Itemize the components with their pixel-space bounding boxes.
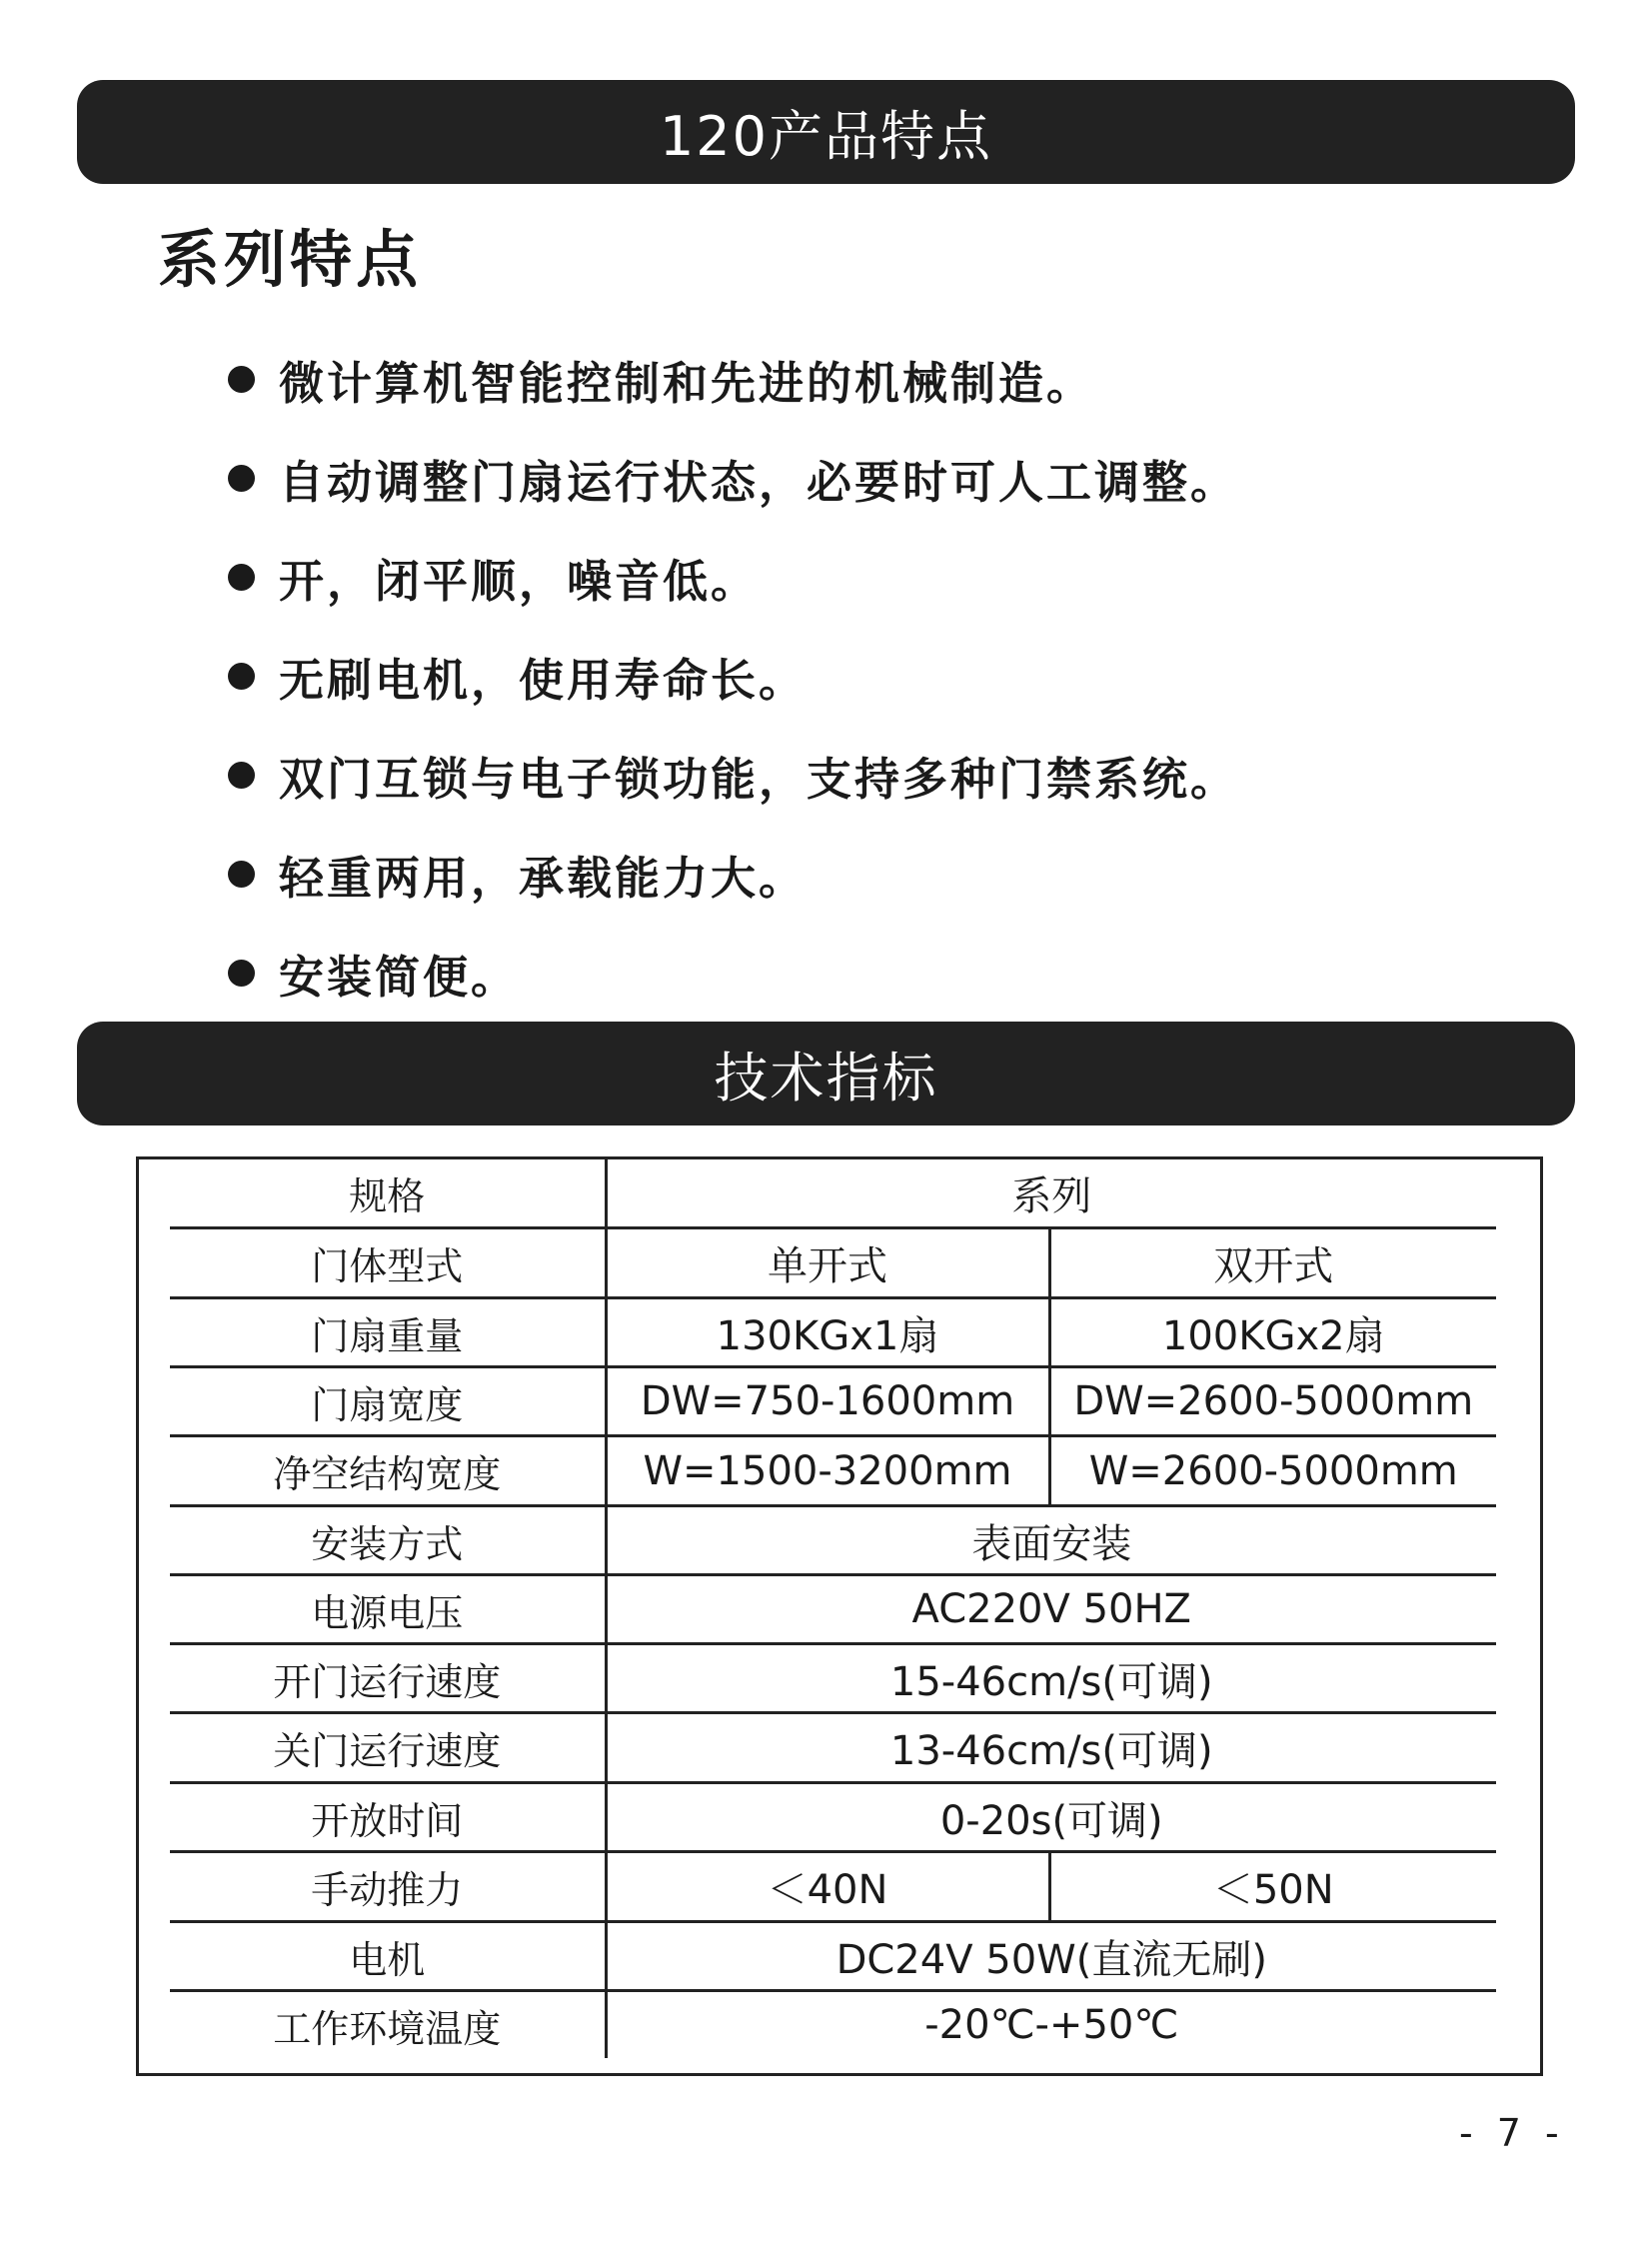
feature-list (228, 330, 1238, 1023)
row-value: AC220V 50HZ (606, 1575, 1496, 1644)
section-banner-specs (77, 1022, 1575, 1125)
table-row (170, 1991, 1496, 2059)
banner-title: 120产品特点 (659, 104, 993, 168)
bullet-icon (228, 762, 255, 789)
table-row (170, 1298, 1496, 1367)
bullet-icon (228, 564, 255, 591)
section-banner-features (77, 80, 1575, 184)
row-value: 13-46cm/s(可调) (606, 1713, 1496, 1783)
row-value: 系列 (606, 1159, 1496, 1228)
row-label: 电机 (170, 1922, 606, 1991)
single-value: DW=750-1600mm (606, 1367, 1049, 1436)
table-row (170, 1228, 1496, 1298)
list-item: 双门互锁与电子锁功能，支持多种门禁系统。 (228, 698, 1238, 825)
banner-title: 技术指标 (714, 1046, 938, 1110)
table-row (170, 1713, 1496, 1783)
row-value: 表面安装 (606, 1506, 1496, 1575)
single-value: 130KGx1扇 (606, 1298, 1049, 1367)
row-value: -20℃-+50℃ (606, 1991, 1496, 2059)
double-value: ＜50N (1049, 1852, 1496, 1922)
list-item: 安装简便。 (228, 896, 1238, 1023)
bullet-icon (228, 960, 255, 987)
row-label: 门扇宽度 (170, 1367, 606, 1436)
bullet-icon (228, 366, 255, 393)
table-row (170, 1159, 1496, 1228)
row-label: 开门运行速度 (170, 1644, 606, 1713)
table-row (170, 1783, 1496, 1852)
table-row (170, 1852, 1496, 1922)
list-item: 微计算机智能控制和先进的机械制造。 (228, 330, 1238, 429)
row-label: 门体型式 (170, 1228, 606, 1298)
spec-table (170, 1159, 1496, 2058)
table-row (170, 1922, 1496, 1991)
row-label: 安装方式 (170, 1506, 606, 1575)
bullet-icon (228, 663, 255, 690)
row-value: 15-46cm/s(可调) (606, 1644, 1496, 1713)
double-value: W=2600-5000mm (1049, 1436, 1496, 1506)
double-value: 双开式 (1049, 1228, 1496, 1298)
bullet-icon (228, 465, 255, 492)
table-row (170, 1367, 1496, 1436)
row-label: 开放时间 (170, 1783, 606, 1852)
single-value: W=1500-3200mm (606, 1436, 1049, 1506)
list-item: 开，闭平顺，噪音低。 (228, 500, 1238, 627)
row-label: 关门运行速度 (170, 1713, 606, 1783)
table-row (170, 1436, 1496, 1506)
row-label: 工作环境温度 (273, 2006, 502, 2051)
double-value: 100KGx2扇 (1049, 1298, 1496, 1367)
series-title: 系列特点 (158, 223, 423, 296)
single-value: ＜40N (606, 1852, 1049, 1922)
single-value: 单开式 (606, 1228, 1049, 1298)
row-label: 规格 (170, 1159, 606, 1228)
page-number: - 7 - (1459, 2111, 1565, 2155)
table-row (170, 1506, 1496, 1575)
list-item: 轻重两用，承载能力大。 (228, 797, 1238, 924)
row-label: 手动推力 (170, 1852, 606, 1922)
table-row (170, 1575, 1496, 1644)
double-value: DW=2600-5000mm (1049, 1367, 1496, 1436)
row-label: 电源电压 (170, 1575, 606, 1644)
bullet-icon (228, 861, 255, 888)
list-item: 自动调整门扇运行状态，必要时可人工调整。 (228, 401, 1238, 528)
list-item: 无刷电机，使用寿命长。 (228, 599, 1238, 726)
row-label: 净空结构宽度 (170, 1436, 606, 1506)
row-value: 0-20s(可调) (606, 1783, 1496, 1852)
row-value: DC24V 50W(直流无刷) (606, 1922, 1496, 1991)
table-row (170, 1644, 1496, 1713)
row-label: 门扇重量 (170, 1298, 606, 1367)
